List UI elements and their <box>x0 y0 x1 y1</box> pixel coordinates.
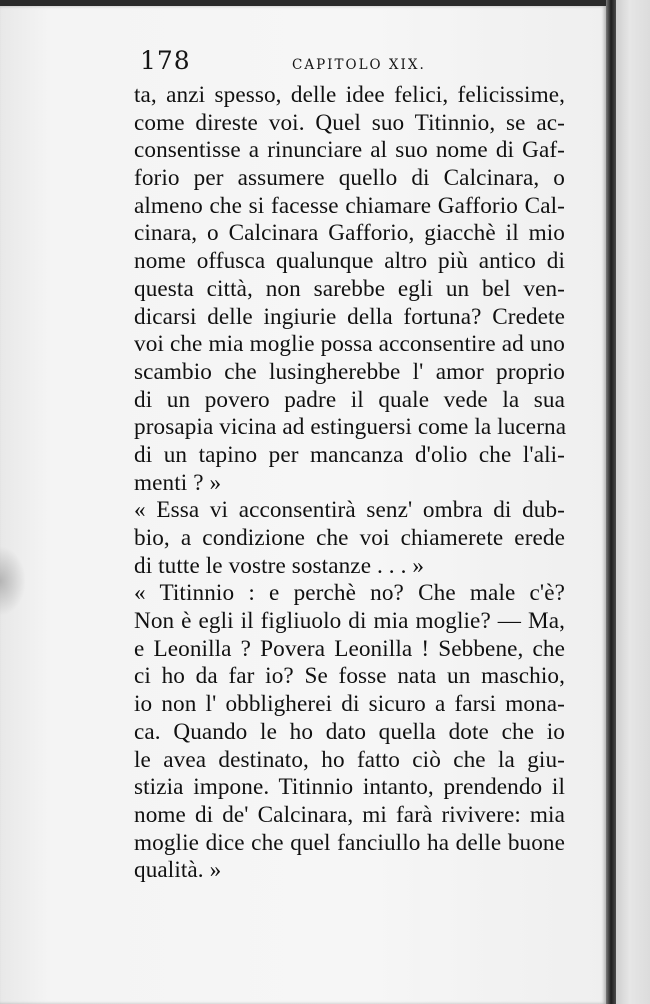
body-text <box>134 82 565 885</box>
text-line: nome di de' Calcinara, mi farà rivivere: mia <box>134 801 565 828</box>
text-line: Non è egli il figliuolo di mia moglie? — Ma, <box>134 608 565 635</box>
running-head: CAPITOLO XIX. <box>292 57 426 73</box>
text-line: « Titinnio : e perchè no? Che male c'è? <box>134 580 565 607</box>
text-line: come direste voi. Quel suo Titinnio, se ac- <box>134 109 565 136</box>
page-edge-shadow <box>606 0 616 1004</box>
text-line: nome offusca qualunque altro più antico di <box>134 248 565 275</box>
facing-page-strip <box>616 0 650 1004</box>
text-line: dicarsi delle ingiurie della fortuna? Credete <box>134 303 565 330</box>
page-header <box>140 46 560 80</box>
text-line: moglie dice che quel fanciullo ha delle buone <box>134 829 565 856</box>
text-line: « Essa vi acconsentirà senz' ombra di dub- <box>134 497 565 524</box>
text-line: stizia impone. Titinnio intanto, prendendo il <box>134 774 565 801</box>
text-line: di un tapino per mancanza d'olio che l'ali- <box>134 441 565 468</box>
text-line: ta, anzi spesso, delle idee felici, felicissime, <box>134 82 565 108</box>
page-smudge <box>0 546 26 616</box>
text-line: consentisse a rinunciare al suo nome di Gaf- <box>134 137 565 164</box>
text-line: questa città, non sarebbe egli un bel ven- <box>134 275 565 302</box>
text-line: forio per assumere quello di Calcinara, o <box>134 165 565 192</box>
text-line: io non l' obbligherei di sicuro a farsi mona- <box>134 691 565 718</box>
text-line: le avea destinato, ho fatto ciò che la giu- <box>134 746 565 773</box>
text-line: almeno che si facesse chiamare Gafforio Cal- <box>134 192 565 219</box>
text-line: prosapia vicina ad estinguersi come la lucerna <box>134 414 567 441</box>
text-line: ca. Quando le ho dato quella dote che io <box>134 718 565 745</box>
text-line: di tutte le vostre sostanze . . . » <box>134 552 425 579</box>
text-line: qualità. » <box>134 857 222 884</box>
text-line: bio, a condizione che voi chiamerete erede <box>134 525 565 551</box>
text-line: menti ? » <box>134 469 222 496</box>
text-line: di un povero padre il quale vede la sua <box>134 386 565 413</box>
page-number: 178 <box>140 46 191 75</box>
text-line: e Leonilla ? Povera Leonilla ! Sebbene, che <box>134 635 565 662</box>
text-line: ci ho da far io? Se fosse nata un maschio, <box>134 663 565 690</box>
text-line: cinara, o Calcinara Gafforio, giacchè il mio <box>134 220 565 247</box>
text-line: voi che mia moglie possa acconsentire ad uno <box>134 331 565 358</box>
text-line: scambio che lusingherebbe l' amor proprio <box>134 358 565 385</box>
